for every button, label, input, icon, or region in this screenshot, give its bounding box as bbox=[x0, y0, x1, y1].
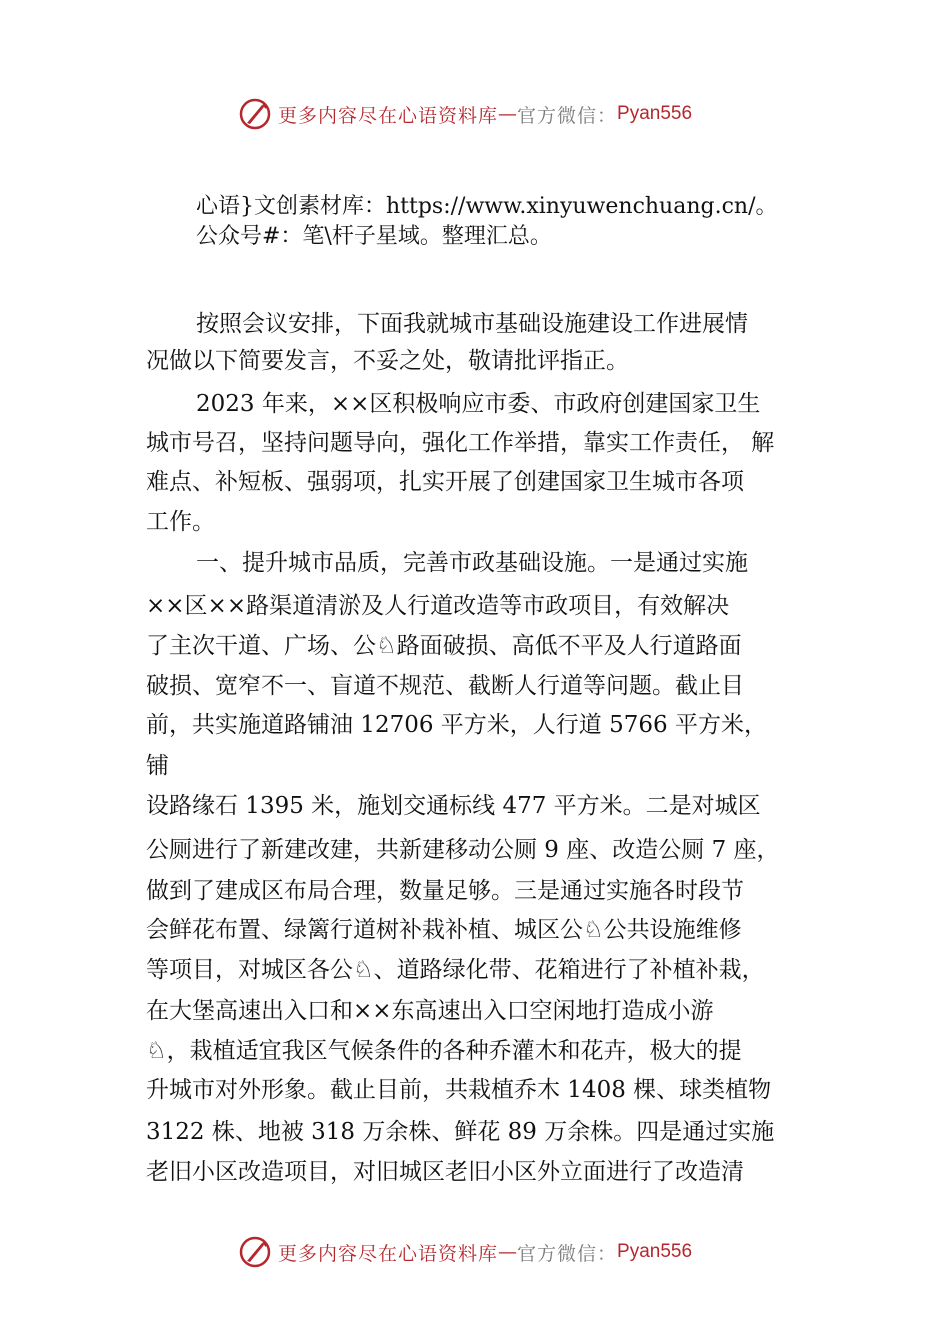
body-line: 2023 年来，××区积极响应市委、市政府创建国家卫生 bbox=[196, 391, 761, 417]
body-line: 按照会议安排，下面我就城市基础设施建设工作进展情 bbox=[196, 311, 748, 337]
header-watermark-banner bbox=[238, 94, 692, 134]
body-line: 会鲜花布置、绿篱行道树补栽补植、城区公♘公共设施维修 bbox=[146, 917, 742, 943]
banner-separator: — bbox=[498, 1241, 518, 1263]
body-line: 老旧小区改造项目，对旧城区老旧小区外立面进行了改造清 bbox=[146, 1159, 744, 1185]
banner-text: 更多内容尽在心语资料库 bbox=[278, 1242, 499, 1265]
body-line: 难点、补短板、强弱项，扎实开展了创建国家卫生城市各项 bbox=[146, 469, 744, 495]
body-line: 在大堡高速出入口和××东高速出入口空闲地打造成小游 bbox=[146, 998, 714, 1024]
body-line: 一、提升城市品质，完善市政基础设施。一是通过实施 bbox=[196, 550, 748, 576]
source-line-2: 公众号#：笔\杆子星域。整理汇总。 bbox=[196, 224, 552, 249]
body-line: ♘，栽植适宜我区气候条件的各种乔灌木和花卉，极大的提 bbox=[146, 1038, 742, 1064]
quill-logo-icon bbox=[238, 1235, 272, 1269]
banner-wechat-label: 官方微信： bbox=[517, 1242, 618, 1265]
body-line: 工作。 bbox=[146, 509, 215, 535]
body-line: 况做以下简要发言，不妥之处，敬请批评指正。 bbox=[146, 348, 629, 374]
body-line: ××区××路渠道清淤及人行道改造等市政项目，有效解决 bbox=[146, 593, 730, 619]
body-line: 设路缘石 1395 米，施划交通标线 477 平方米。二是对城区 bbox=[146, 793, 761, 819]
quill-logo-icon bbox=[238, 97, 272, 131]
body-line: 前，共实施道路铺油 12706 平方米，人行道 5766 平方米， bbox=[146, 712, 767, 738]
body-line: 升城市对外形象。截止目前，共栽植乔木 1408 棵、球类植物 bbox=[146, 1077, 772, 1103]
banner-text: 更多内容尽在心语资料库 bbox=[278, 104, 499, 127]
body-line: 等项目，对城区各公♘、道路绿化带、花箱进行了补植补栽， bbox=[146, 957, 765, 983]
body-line: 了主次干道、广场、公♘路面破损、高低不平及人行道路面 bbox=[146, 633, 742, 659]
banner-separator: — bbox=[498, 103, 518, 125]
body-line: 3122 株、地被 318 万余株、鲜花 89 万余株。四是通过实施 bbox=[146, 1119, 775, 1145]
body-line: 公厕进行了新建改建，共新建移动公厕 9 座、改造公厕 7 座， bbox=[146, 837, 780, 863]
banner-wechat-label: 官方微信： bbox=[517, 104, 618, 127]
source-line-1: 心语}文创素材库：https://www.xinyuwenchuang.cn/。 bbox=[196, 194, 778, 219]
banner-wechat-id: Pyan556 bbox=[617, 1241, 693, 1262]
body-line: 城市号召，坚持问题导向，强化工作举措，靠实工作责任， 解 bbox=[146, 430, 775, 456]
body-line: 破损、宽窄不一、盲道不规范、截断人行道等问题。截止目 bbox=[146, 673, 744, 699]
banner-wechat-id: Pyan556 bbox=[617, 103, 693, 124]
body-line: 铺 bbox=[146, 753, 169, 779]
body-line: 做到了建成区布局合理，数量足够。三是通过实施各时段节 bbox=[146, 878, 744, 904]
footer-watermark-banner bbox=[238, 1232, 692, 1272]
